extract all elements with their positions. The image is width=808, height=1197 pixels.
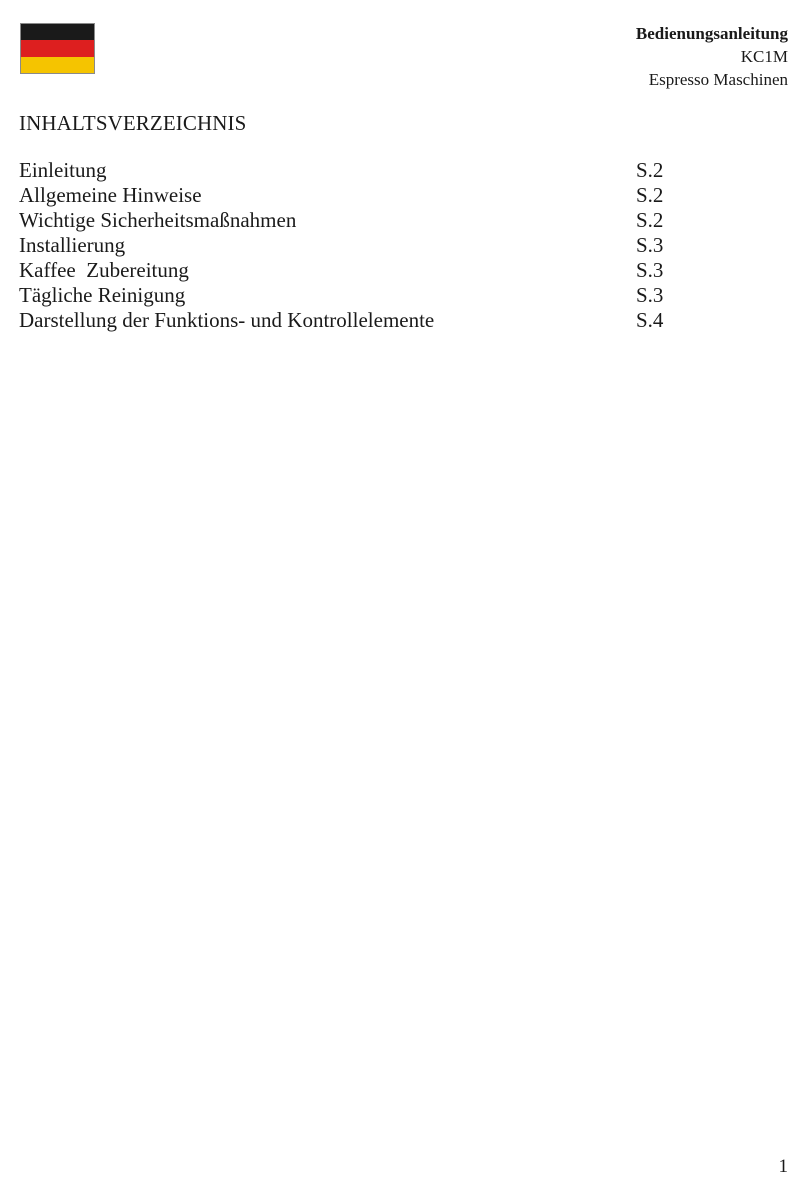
toc-entry-page: S.4 — [636, 308, 664, 332]
toc-entry — [19, 183, 669, 208]
header-model: KC1M — [740, 47, 788, 66]
toc-entry — [19, 258, 669, 283]
toc-entry-label: Kaffee Zubereitung — [19, 258, 189, 282]
germany-flag-icon — [20, 23, 95, 74]
toc-entry-label: Tägliche Reinigung — [19, 283, 186, 307]
toc-entry-label: Darstellung der Funktions- und Kontrollelemente — [19, 308, 435, 332]
toc-entry-label: Allgemeine Hinweise — [19, 183, 202, 207]
toc-entry — [19, 208, 669, 233]
toc-entry-page: S.3 — [636, 258, 664, 282]
flag-stripe-black — [21, 24, 94, 40]
toc-entry-page: S.3 — [636, 283, 664, 307]
toc-entry-page: S.2 — [636, 158, 664, 182]
table-of-contents — [19, 158, 669, 333]
toc-entry-page: S.3 — [636, 233, 664, 257]
header-document-type: Bedienungsanleitung — [635, 24, 788, 43]
flag-stripe-red — [21, 40, 94, 56]
flag-stripe-gold — [21, 57, 94, 73]
toc-entry — [19, 158, 669, 183]
toc-entry — [19, 233, 669, 258]
header-product: Espresso Maschinen — [648, 70, 788, 89]
toc-title: INHALTSVERZEICHNIS — [19, 111, 247, 135]
document-header — [636, 22, 788, 91]
page-number: 1 — [778, 1156, 788, 1177]
toc-entry-label: Installierung — [19, 233, 126, 257]
toc-entry-page: S.2 — [636, 183, 664, 207]
toc-entry — [19, 308, 669, 333]
toc-entry — [19, 283, 669, 308]
toc-entry-page: S.2 — [636, 208, 664, 232]
toc-entry-label: Wichtige Sicherheitsmaßnahmen — [19, 208, 297, 232]
toc-entry-label: Einleitung — [19, 158, 107, 182]
